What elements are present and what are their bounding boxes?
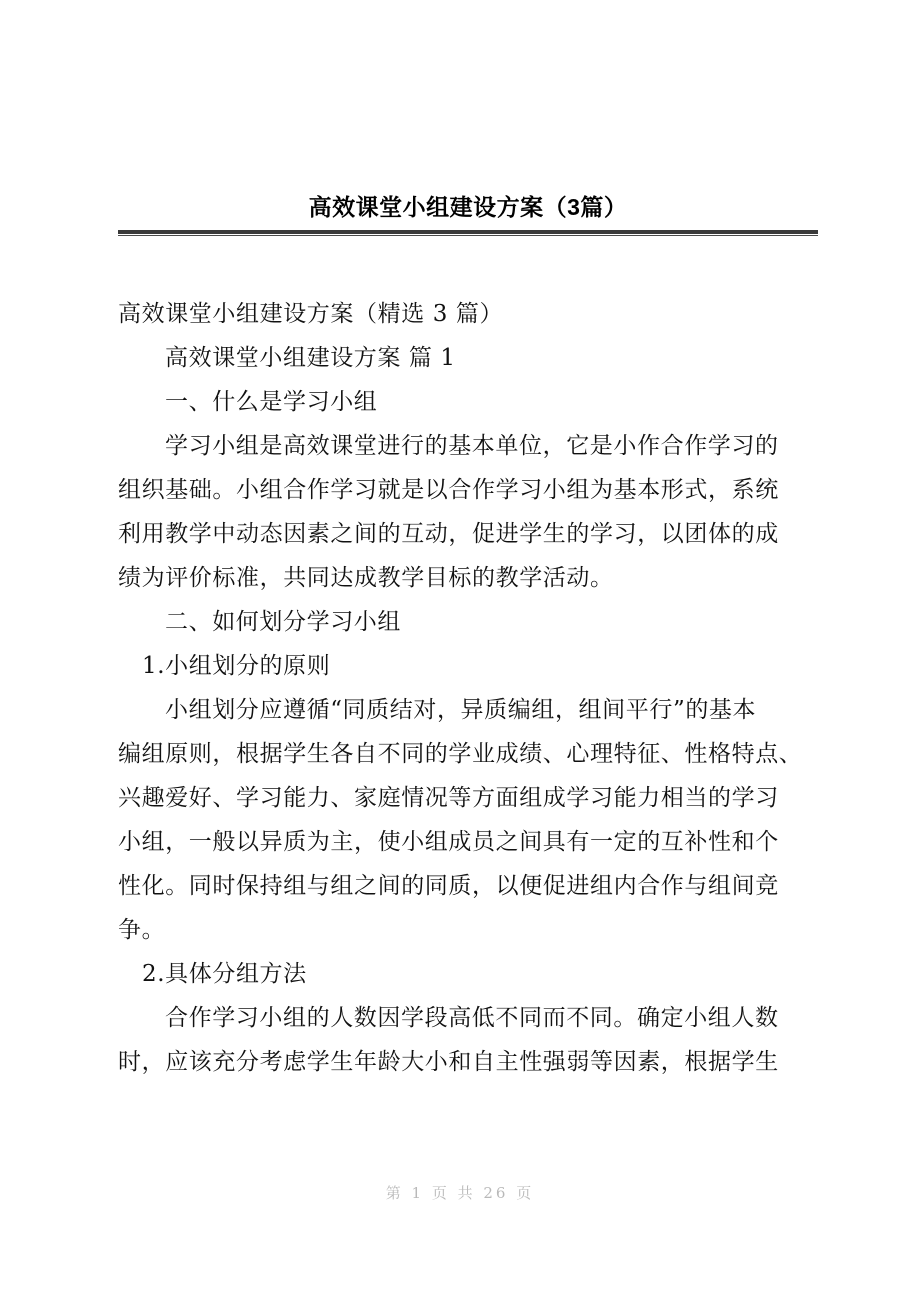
sub-heading-2: 2.具体分组方法: [142, 961, 307, 987]
paragraph-line: 学习小组是高效课堂进行的基本单位，它是小作合作学习的: [165, 433, 779, 459]
paragraph-line: 争。: [118, 917, 166, 943]
paragraph-line: 小组划分应遵循“同质结对，异质编组，组间平行”的基本: [165, 697, 757, 723]
paragraph-line: 小组，一般以异质为主，使小组成员之间具有一定的互补性和个: [118, 829, 779, 855]
section-heading-1: 一、什么是学习小组: [165, 389, 378, 415]
section-heading-2: 二、如何划分学习小组: [165, 609, 401, 635]
paragraph-line: 合作学习小组的人数因学段高低不同而不同。确定小组人数: [165, 1005, 779, 1031]
paragraph-line: 绩为评价标准，共同达成教学目标的教学活动。: [118, 565, 614, 591]
sub-heading-1: 1.小组划分的原则: [142, 653, 331, 679]
article-heading: 高效课堂小组建设方案 篇 1: [165, 345, 456, 371]
paragraph-line: 兴趣爱好、学习能力、家庭情况等方面组成学习能力相当的学习: [118, 785, 779, 811]
page-title: 高效课堂小组建设方案（3篇）: [308, 194, 628, 220]
paragraph-line: 编组原则，根据学生各自不同的学业成绩、心理特征、性格特点、: [118, 741, 803, 767]
paragraph-line: 时，应该充分考虑学生年龄大小和自主性强弱等因素，根据学生: [118, 1049, 779, 1075]
title-block: [118, 190, 818, 236]
document-body: [118, 292, 818, 1084]
title-divider-rule: [118, 230, 818, 236]
paragraph-line: 组织基础。小组合作学习就是以合作学习小组为基本形式，系统: [118, 477, 779, 503]
paragraph-line: 性化。同时保持组与组之间的同质，以便促进组内合作与组间竞: [118, 873, 779, 899]
paragraph-line: 利用教学中动态因素之间的互动，促进学生的学习，以团体的成: [118, 521, 779, 547]
page-footer: 第 1 页 共 26 页: [385, 1184, 535, 1202]
document-subtitle: 高效课堂小组建设方案（精选 3 篇）: [118, 301, 504, 327]
